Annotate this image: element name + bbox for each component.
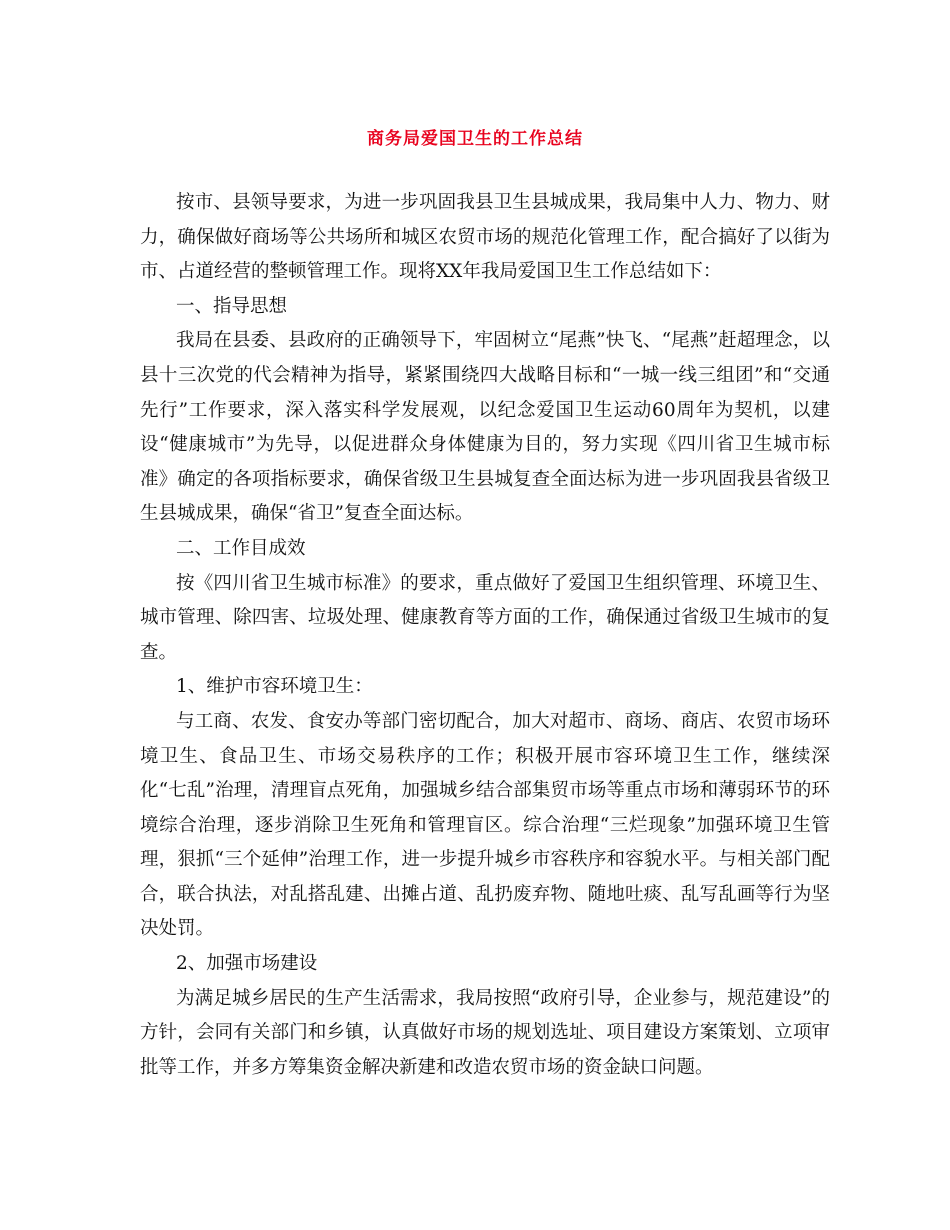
- paragraph-intro: 按市、县领导要求，为进一步巩固我县卫生县城成果，我局集中人力、物力、财力，确保做好商场等公共场所和城区农贸市场的规范化管理工作，配合搞好了以街为市、占道经营的整顿管理工作。现将XX年我局爱国卫生工作总结如下：: [140, 192, 830, 283]
- paragraph-guiding-ideology: 我局在县委、县政府的正确领导下，牢固树立“尾燕”快飞、“尾燕”赶超理念，以县十三次党的代会精神为指导，紧紧围绕四大战略目标和“一城一线三组团”和“交通先行”工作要求，深入落实科学发展观，以纪念爱国卫生运动60周年为契机，以建设“健康城市”为先导，以促进群众身体健康为目的，努力实现《四川省卫生城市标准》确定的各项指标要求，确保省级卫生县城复查全面达标为进一步巩固我县省级卫生县城成果，确保“省卫”复查全面达标。: [140, 330, 830, 525]
- paragraph-market-construction: 为满足城乡居民的生产生活需求，我局按照“政府引导，企业参与，规范建设”的方针，会同有关部门和乡镇，认真做好市场的规划选址、项目建设方案策划、立项审批等工作，并多方筹集资金解决新建和改造农贸市场的资金缺口问题。: [140, 987, 830, 1078]
- heading-guiding-ideology: 一、指导思想: [176, 295, 288, 317]
- heading-market-construction: 2、加强市场建设: [176, 953, 318, 975]
- document-title: 商务局爱国卫生的工作总结: [367, 129, 583, 149]
- heading-environment-hygiene: 1、维护市容环境卫生：: [176, 676, 373, 698]
- heading-work-results: 二、工作目成效: [176, 537, 306, 559]
- paragraph-work-results: 按《四川省卫生城市标准》的要求，重点做好了爱国卫生组织管理、环境卫生、城市管理、除四害、垃圾处理、健康教育等方面的工作，确保通过省级卫生城市的复查。: [140, 572, 830, 663]
- document-body: [140, 186, 830, 1085]
- paragraph-environment-hygiene: 与工商、农发、食安办等部门密切配合，加大对超市、商场、商店、农贸市场环境卫生、食品卫生、市场交易秩序的工作；积极开展市容环境卫生工作，继续深化“七乱”治理，清理盲点死角，加强城乡结合部集贸市场等重点市场和薄弱环节的环境综合治理，逐步消除卫生死角和管理盲区。综合治理“三烂现象”加强环境卫生管理，狠抓“三个延伸”治理工作，进一步提升城乡市容秩序和容貌水平。与相关部门配合，联合执法，对乱搭乱建、出摊占道、乱扔废弃物、随地吐痰、乱写乱画等行为坚决处罚。: [140, 710, 830, 940]
